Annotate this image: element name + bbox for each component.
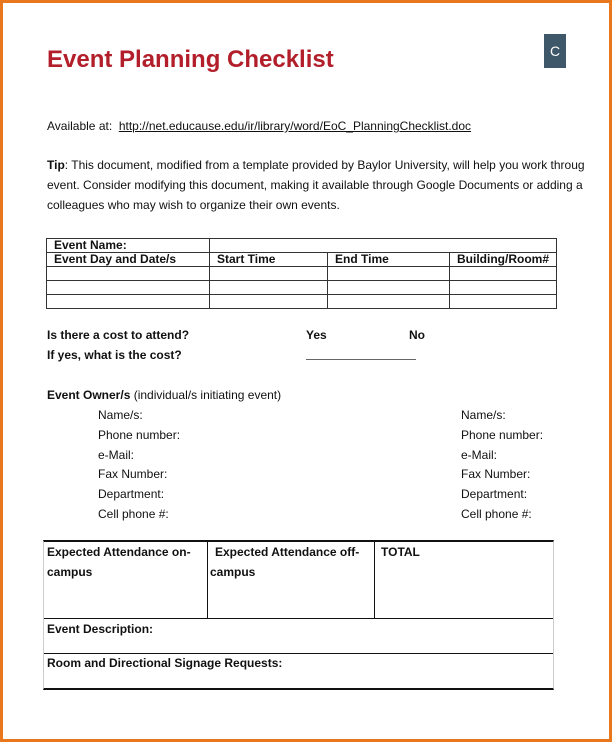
event-name-input[interactable] xyxy=(210,239,557,253)
table-cell[interactable] xyxy=(210,295,328,309)
table-cell[interactable] xyxy=(328,295,450,309)
off-campus-cell[interactable] xyxy=(210,542,359,582)
owner-field-right: Fax Number: xyxy=(461,467,531,481)
owner-field-left: Name/s: xyxy=(98,408,143,422)
event-name-label: Event Name: xyxy=(47,239,210,253)
header-start-time: Start Time xyxy=(210,253,328,267)
owner-field-left: Department: xyxy=(98,487,165,501)
event-table xyxy=(46,238,557,309)
owner-heading-rest: (individual/s initiating event) xyxy=(130,388,282,402)
source-link[interactable]: http://net.educause.edu/ir/library/word/EoC_PlanningChecklist.doc xyxy=(118,119,472,133)
owner-field-left: Phone number: xyxy=(98,428,181,442)
available-line xyxy=(47,119,471,133)
table-row xyxy=(47,267,557,281)
table-cell[interactable] xyxy=(47,267,210,281)
owner-field-left: e-Mail: xyxy=(98,448,135,462)
off-campus-label-2: campus xyxy=(210,565,256,579)
tip-line-2: event. Consider modifying this document, making it available through Google Documents or adding a xyxy=(47,178,583,192)
header-end-time: End Time xyxy=(328,253,450,267)
on-campus-label-1: Expected Attendance on- xyxy=(47,545,191,559)
available-label: Available at: xyxy=(47,119,113,133)
cost-question: Is there a cost to attend? xyxy=(47,328,190,342)
table-cell[interactable] xyxy=(450,267,557,281)
table-cell[interactable] xyxy=(328,267,450,281)
tip-line-1 xyxy=(47,158,585,172)
table-cell[interactable] xyxy=(450,281,557,295)
owner-field-right: Cell phone #: xyxy=(461,507,532,521)
owner-field-right: e-Mail: xyxy=(461,448,498,462)
owner-field-right: Department: xyxy=(461,487,528,501)
signage-cell[interactable] xyxy=(47,653,282,673)
on-campus-label-2: campus xyxy=(47,565,93,579)
table-cell[interactable] xyxy=(210,281,328,295)
cost-yes-option[interactable]: Yes xyxy=(306,328,327,342)
cost-followup: If yes, what is the cost? xyxy=(47,348,182,362)
tip-text-1: : This document, modified from a template provided by Baylor University, will help you work throug xyxy=(64,158,585,172)
attendance-table xyxy=(43,540,554,690)
owner-heading xyxy=(47,388,281,402)
table-row xyxy=(47,295,557,309)
table-cell[interactable] xyxy=(450,295,557,309)
header-building-room: Building/Room# xyxy=(450,253,557,267)
event-header-row xyxy=(47,253,557,267)
owner-field-left: Cell phone #: xyxy=(98,507,169,521)
signage-label: Room and Directional Signage Requests: xyxy=(47,656,283,670)
cost-no-option[interactable]: No xyxy=(409,328,425,342)
corner-tab: C xyxy=(544,34,566,68)
description-label: Event Description: xyxy=(47,622,154,636)
owner-field-right: Name/s: xyxy=(461,408,506,422)
cost-amount-blank[interactable] xyxy=(306,359,416,360)
divider xyxy=(207,542,208,619)
divider xyxy=(374,542,375,619)
off-campus-label-1: Expected Attendance off- xyxy=(215,545,360,559)
owner-heading-bold: Event Owner/s xyxy=(47,388,131,402)
page-title: Event Planning Checklist xyxy=(47,46,334,73)
owner-field-right: Phone number: xyxy=(461,428,544,442)
table-cell[interactable] xyxy=(328,281,450,295)
on-campus-cell[interactable] xyxy=(47,542,191,582)
owner-field-left: Fax Number: xyxy=(98,467,168,481)
tip-label: Tip xyxy=(47,158,65,172)
tip-line-3: colleagues who may wish to organize their own events. xyxy=(47,198,340,212)
event-name-row xyxy=(47,239,557,253)
table-cell[interactable] xyxy=(47,281,210,295)
table-cell[interactable] xyxy=(47,295,210,309)
description-cell[interactable] xyxy=(47,619,153,639)
table-row xyxy=(47,281,557,295)
total-cell[interactable] xyxy=(381,542,420,562)
table-cell[interactable] xyxy=(210,267,328,281)
total-label: TOTAL xyxy=(381,545,420,559)
header-day-date: Event Day and Date/s xyxy=(47,253,210,267)
